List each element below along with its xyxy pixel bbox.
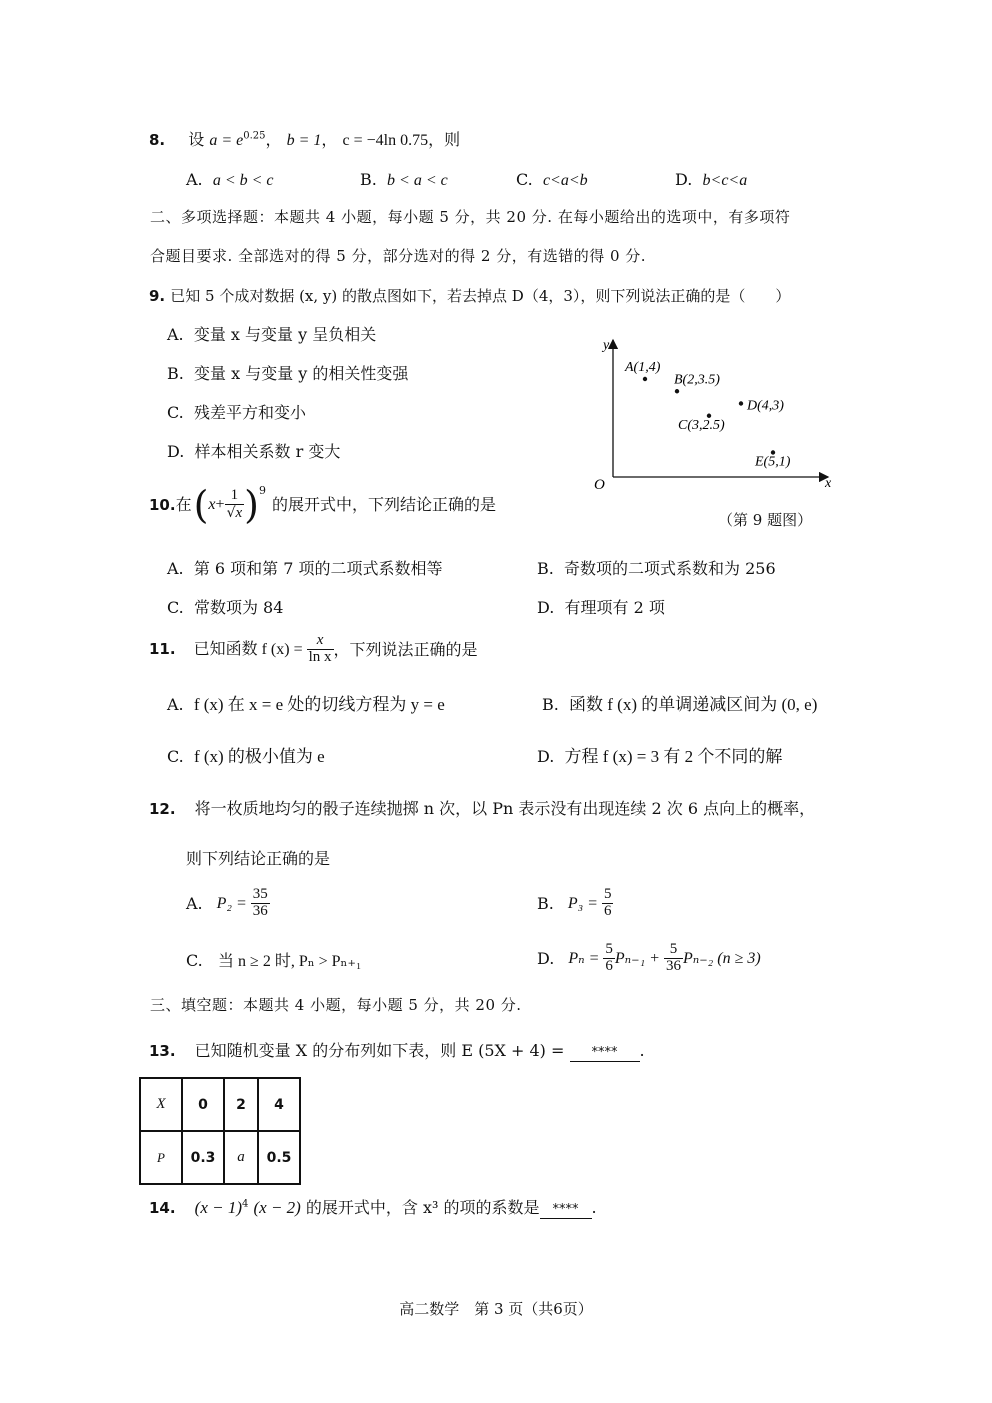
q11-fraction: [307, 633, 334, 666]
q11-option-d: [537, 747, 782, 767]
q11-option-c: [167, 747, 325, 767]
fraction: [251, 887, 270, 920]
q14: [149, 1198, 597, 1219]
question-number: 12.: [149, 800, 176, 818]
q9-option-d: [167, 442, 340, 461]
fraction: [664, 942, 683, 975]
q13-answer-blank[interactable]: ****: [570, 1045, 640, 1062]
section2-line1: 二、多项选择题：本题共 4 小题，每小题 5 分，共 20 分. 在每小题给出的选项中，有多项符: [150, 208, 791, 226]
scatter-point-label: D(4,3): [747, 398, 784, 414]
q13: [149, 1041, 645, 1062]
option-text: 有理项有 2 项: [564, 598, 665, 617]
scatter-point-label: C(3,2.5): [678, 417, 725, 433]
q10-paren-right: ): [244, 483, 259, 527]
option-lhs: P₃ =: [567, 894, 598, 912]
scatter-point-label: A(1,4): [625, 360, 661, 375]
q11-pre: 已知函数 f (x) =: [193, 640, 303, 658]
q14-expr: (x − 1): [194, 1198, 243, 1217]
option-letter: B.: [542, 695, 559, 714]
q12-line1: 将一枚质地均匀的骰子连续抛掷 n 次，以 Pn 表示没有出现连续 2 次 6 点向上的概率，: [194, 799, 816, 818]
q10-x: x: [208, 496, 216, 514]
option-text: b<c<a: [702, 172, 748, 189]
table-cell: 0.3: [182, 1131, 224, 1184]
q9-option-b: [167, 364, 408, 383]
option-text: a < b < c: [212, 172, 274, 189]
option-text: 变量 x 与变量 y 的相关性变强: [194, 364, 409, 383]
scatter-plot: [590, 335, 840, 495]
option-text: 函数 f (x) 的单调递减区间为 (0, e): [569, 695, 818, 714]
table-row: [140, 1131, 300, 1184]
q10-plus: +: [215, 496, 225, 514]
q10-post: 的展开式中，下列结论正确的是: [271, 495, 496, 515]
q8-b-def: b = 1: [286, 132, 322, 149]
question-number: 11.: [149, 640, 176, 659]
table-cell: 2: [224, 1078, 258, 1131]
y-axis-label: y: [603, 338, 610, 353]
q8-stem-pre: 设: [188, 130, 205, 149]
q8-sep: ，: [321, 130, 338, 149]
q8-option-b: [360, 170, 448, 190]
distribution-table: [139, 1077, 301, 1185]
q10-frac-den: [225, 505, 245, 522]
q12-option-d: [537, 942, 761, 975]
q10-option-d: [537, 598, 665, 617]
q8-c-def: c = −4ln 0.75: [342, 132, 429, 149]
option-text: 变量 x 与变量 y 呈负相关: [193, 325, 377, 344]
q10-fraction: [225, 488, 245, 522]
q8-option-a: [186, 170, 274, 190]
q11-option-a: [167, 695, 445, 715]
sqrt-icon: √: [226, 505, 236, 521]
q13-end: .: [639, 1041, 645, 1060]
section3-line1: 三、填空题：本题共 4 小题，每小题 5 分，共 20 分.: [150, 996, 522, 1014]
frac-den: 6: [605, 957, 613, 974]
q9: [149, 286, 790, 305]
option-letter: C.: [167, 598, 184, 617]
question-number: 13.: [149, 1042, 176, 1060]
frac-den: 36: [665, 957, 681, 974]
frac-num: 5: [605, 941, 613, 957]
q12-option-a: [186, 887, 270, 920]
frac-num: 35: [252, 886, 268, 902]
table-row: [140, 1078, 300, 1131]
q10-paren-left: (: [193, 483, 209, 527]
x-axis-label: x: [825, 476, 832, 491]
frac-num: 5: [603, 886, 612, 902]
frac-num: 5: [664, 942, 683, 959]
q10: [149, 483, 496, 527]
option-letter: A.: [167, 325, 184, 344]
option-letter: A.: [167, 559, 184, 578]
option-text: 第 6 项和第 7 项的二项式系数相等: [193, 559, 443, 578]
option-letter: D.: [167, 442, 185, 461]
q12-line2: 则下列结论正确的是: [186, 849, 331, 868]
q14-mid: 的展开式中，含 x³ 的项的系数是: [305, 1198, 540, 1217]
q8-a-exp: 0.25: [243, 130, 266, 142]
q8: [149, 130, 460, 150]
option-letter: B.: [360, 170, 377, 189]
q10-option-c: [167, 598, 283, 617]
option-letter: D.: [537, 747, 555, 766]
fraction: [602, 887, 614, 920]
q11-post: ，下列说法正确的是: [333, 639, 478, 659]
option-letter: A.: [167, 695, 184, 714]
option-letter: B.: [537, 559, 554, 578]
q8-option-d: [675, 170, 747, 190]
scatter-point-label: E(5,1): [755, 454, 791, 470]
option-letter: B.: [167, 364, 184, 383]
q10-option-b: [537, 559, 776, 578]
option-letter: C.: [516, 170, 533, 189]
origin-label: O: [594, 477, 605, 493]
question-number: 9.: [149, 287, 166, 305]
option-letter: C.: [167, 747, 184, 766]
q12-option-b: [537, 887, 613, 920]
q14-end: .: [591, 1198, 597, 1217]
table-cell: X: [140, 1078, 182, 1131]
question-number: 14.: [149, 1199, 176, 1217]
option-letter: D.: [537, 598, 555, 617]
q14-exp: 4: [242, 1198, 249, 1210]
question-number: 10.: [149, 496, 176, 514]
q9-figure-caption: （第 9 题图）: [718, 511, 813, 529]
scatter-point: [739, 401, 743, 405]
q8-stem-post: ，则: [428, 130, 461, 149]
scatter-points: [624, 360, 791, 470]
q10-option-a: [167, 559, 443, 578]
q12-option-c: [186, 951, 362, 971]
table-cell: a: [224, 1131, 258, 1184]
q14-expr2: (x − 2): [253, 1198, 301, 1217]
q10-pre: 在: [175, 495, 192, 515]
option-text: f (x) 在 x = e 处的切线方程为 y = e: [193, 695, 445, 714]
option-letter: C.: [186, 951, 203, 970]
table-cell: P: [140, 1131, 182, 1184]
q11-frac-num: x: [307, 633, 334, 650]
q8-option-c: [516, 170, 588, 190]
q9-option-c: [167, 403, 306, 422]
option-letter: A.: [186, 893, 203, 913]
option-letter: D.: [675, 170, 693, 189]
option-text: 样本相关系数 r 变大: [194, 442, 341, 461]
q9-option-a: [167, 325, 376, 344]
option-text: 常数项为 84: [193, 598, 284, 617]
q10-frac-num: 1: [225, 488, 245, 505]
q14-answer-blank[interactable]: ****: [540, 1202, 592, 1219]
option-text: 方程 f (x) = 3 有 2 个不同的解: [564, 747, 783, 766]
table-cell: 0: [182, 1078, 224, 1131]
option-letter: A.: [186, 170, 203, 189]
option-tail: Pₙ₋₂ (n ≥ 3): [682, 949, 761, 967]
option-text: 奇数项的二项式系数和为 256: [564, 559, 776, 578]
q11-option-b: [542, 695, 817, 715]
option-letter: B.: [537, 893, 554, 913]
q10-frac-den-var: x: [235, 505, 243, 521]
table-cell: 0.5: [258, 1131, 300, 1184]
option-text: 残差平方和变小: [193, 403, 306, 422]
option-text: 当 n ≥ 2 时, Pₙ > Pₙ₊₁: [218, 953, 362, 970]
option-lhs: P₂ =: [216, 894, 247, 912]
page-footer: 高二数学 第 3 页（共6页）: [399, 1300, 593, 1318]
frac-den: 36: [252, 902, 268, 919]
q8-sep: ，: [265, 130, 282, 149]
section2-line2: 合题目要求. 全部选对的得 5 分，部分选对的得 2 分，有选错的得 0 分.: [150, 247, 647, 265]
option-text: b < a < c: [387, 172, 448, 189]
scatter-point-label: B(2,3.5): [674, 372, 720, 388]
option-letter: C.: [167, 403, 184, 422]
q11: [149, 633, 478, 666]
q10-exponent: 9: [258, 484, 266, 497]
option-mid: Pₙ₋₁ +: [614, 949, 660, 967]
q8-a-def: a = e: [209, 132, 244, 149]
option-text: c<a<b: [542, 172, 588, 189]
q13-stem: 已知随机变量 X 的分布列如下表，则 E (5X + 4) =: [194, 1041, 565, 1060]
table-cell: 4: [258, 1078, 300, 1131]
fraction: [603, 942, 615, 975]
scatter-point: [643, 377, 647, 381]
option-text: f (x) 的极小值为 e: [193, 747, 325, 766]
q12: [149, 799, 815, 818]
frac-den: 6: [603, 902, 612, 919]
option-lhs: Pₙ =: [568, 949, 600, 967]
option-letter: D.: [537, 948, 555, 968]
question-number: 8.: [149, 131, 166, 149]
q9-stem: 已知 5 个成对数据 (x, y) 的散点图如下，若去掉点 D（4，3），则下列说法正确的是（ ）: [170, 287, 791, 305]
q11-frac-den: ln x: [308, 648, 332, 665]
scatter-point: [675, 389, 679, 393]
